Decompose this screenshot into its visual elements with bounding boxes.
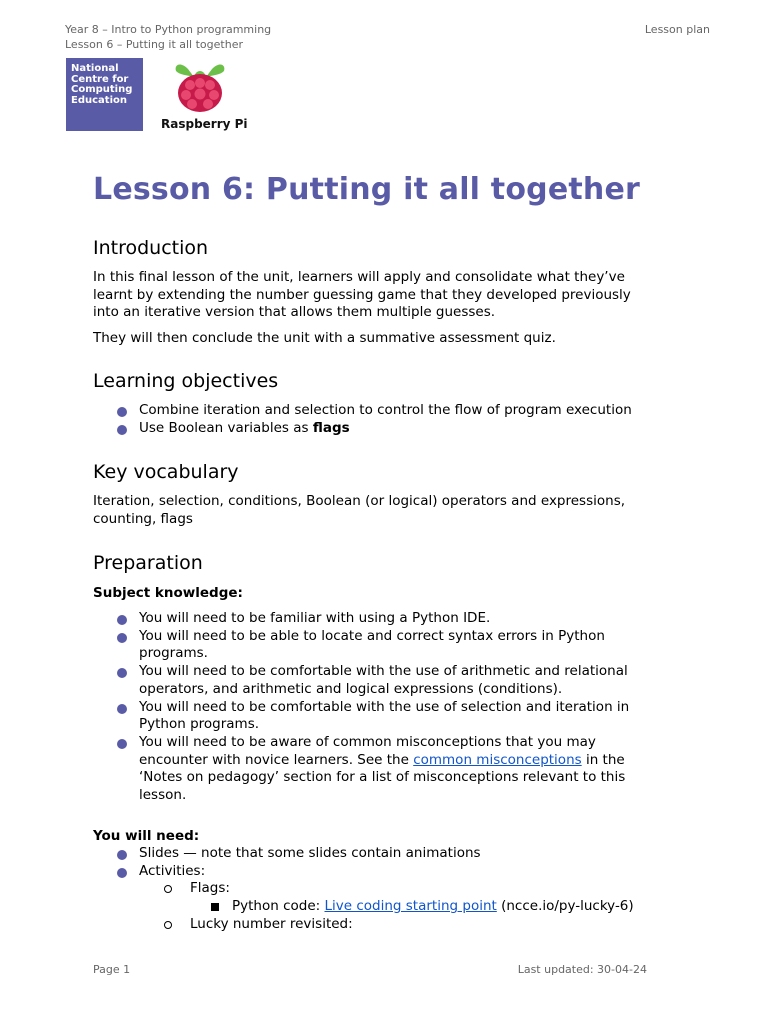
lesson-subtitle: Lesson 6 – Putting it all together bbox=[65, 38, 243, 51]
bullet-icon bbox=[117, 868, 127, 878]
circle-bullet-icon bbox=[164, 885, 172, 893]
preparation-heading: Preparation bbox=[93, 552, 203, 574]
raspberry-pi-logo-label: Raspberry Pi bbox=[161, 117, 248, 131]
bullet-icon bbox=[117, 739, 127, 749]
list-item-text: You will need to be aware of common misconceptions that you may bbox=[139, 733, 596, 750]
list-item-text: lesson. bbox=[139, 787, 187, 804]
bullet-icon bbox=[117, 704, 127, 714]
bullet-icon bbox=[117, 668, 127, 678]
list-item-text: Use Boolean variables as bbox=[139, 419, 313, 436]
list-item-text: Combine iteration and selection to control the flow of program execution bbox=[139, 402, 632, 418]
ncce-logo-line: Education bbox=[71, 94, 127, 106]
unit-title: Year 8 – Intro to Python programming bbox=[65, 23, 272, 36]
list-item-text: You will need to be comfortable with the use of selection and iteration in bbox=[139, 698, 630, 715]
list-item-text: operators, and arithmetic and logical expressions (conditions). bbox=[139, 680, 563, 697]
text-line: into an iterative version that allows them multiple guesses. bbox=[93, 304, 496, 321]
list-item-text: Slides — note that some slides contain animations bbox=[139, 845, 481, 861]
ncce-logo-line: Computing bbox=[71, 84, 133, 95]
list-item-text: (ncce.io/py-lucky-6) bbox=[496, 898, 634, 915]
list-item bbox=[93, 916, 673, 934]
common-misconceptions-link[interactable]: common misconceptions bbox=[413, 751, 582, 768]
ncce-logo-line: National bbox=[71, 63, 119, 74]
ncce-logo bbox=[66, 58, 143, 131]
bullet-icon bbox=[117, 615, 127, 625]
list-item bbox=[93, 628, 673, 663]
list-item bbox=[93, 898, 673, 916]
list-item bbox=[93, 699, 673, 734]
list-item bbox=[93, 663, 673, 698]
list-item-text: programs. bbox=[139, 645, 208, 662]
list-item bbox=[93, 863, 673, 881]
document-type-label: Lesson plan bbox=[644, 23, 710, 36]
last-updated: Last updated: 30-04-24 bbox=[517, 963, 647, 976]
list-item-text: You will need to be familiar with using a Python IDE. bbox=[139, 610, 491, 626]
list-item-text: encounter with novice learners. See the bbox=[139, 751, 414, 768]
text-line: counting, flags bbox=[93, 510, 193, 527]
introduction-paragraph-2: They will then conclude the unit with a summative assessment quiz. bbox=[93, 330, 556, 346]
page-number: Page 1 bbox=[93, 963, 131, 976]
bold-term: flags bbox=[312, 419, 350, 436]
introduction-heading: Introduction bbox=[93, 237, 209, 259]
square-bullet-icon bbox=[211, 903, 219, 911]
list-item bbox=[93, 880, 673, 898]
text-line: Iteration, selection, conditions, Boolean (or logical) operators and expressions, bbox=[93, 493, 626, 509]
introduction-paragraph bbox=[93, 269, 673, 322]
bullet-icon bbox=[117, 850, 127, 860]
document-header-left bbox=[65, 22, 271, 52]
list-item-text: Activities: bbox=[139, 862, 206, 879]
subject-knowledge-list bbox=[93, 610, 673, 805]
list-item bbox=[93, 420, 673, 438]
vocabulary-text bbox=[93, 493, 673, 528]
list-item-text: Python code: bbox=[232, 898, 325, 915]
list-item-text: in the bbox=[581, 751, 625, 768]
list-item bbox=[93, 845, 673, 863]
you-will-need-list bbox=[93, 845, 673, 934]
list-item-text: You will need to be able to locate and correct syntax errors in Python bbox=[139, 627, 605, 644]
you-will-need-label: You will need: bbox=[93, 828, 200, 844]
bullet-icon bbox=[117, 407, 127, 417]
live-coding-starting-point-link[interactable]: Live coding starting point bbox=[324, 898, 497, 915]
objectives-list bbox=[93, 402, 673, 437]
list-item bbox=[93, 610, 673, 628]
page-title: Lesson 6: Putting it all together bbox=[93, 172, 641, 207]
ncce-logo-line: Centre for bbox=[71, 73, 129, 85]
text-line: In this final lesson of the unit, learners will apply and consolidate what they’ve bbox=[93, 269, 625, 285]
list-item-text: Python programs. bbox=[139, 716, 260, 733]
bullet-icon bbox=[117, 425, 127, 435]
vocabulary-heading: Key vocabulary bbox=[93, 461, 239, 483]
list-item-text: Flags: bbox=[190, 880, 230, 897]
list-item-text: You will need to be comfortable with the use of arithmetic and relational bbox=[139, 663, 628, 680]
subject-knowledge-label: Subject knowledge: bbox=[93, 585, 243, 601]
list-item bbox=[93, 402, 673, 420]
objectives-heading: Learning objectives bbox=[93, 370, 279, 392]
list-item bbox=[93, 734, 673, 805]
list-item-text: ‘Notes on pedagogy’ section for a list of misconceptions relevant to this bbox=[139, 769, 626, 786]
circle-bullet-icon bbox=[164, 921, 172, 929]
list-item-text: Lucky number revisited: bbox=[190, 915, 353, 932]
text-line: learnt by extending the number guessing game that they developed previously bbox=[93, 286, 631, 303]
bullet-icon bbox=[117, 633, 127, 643]
